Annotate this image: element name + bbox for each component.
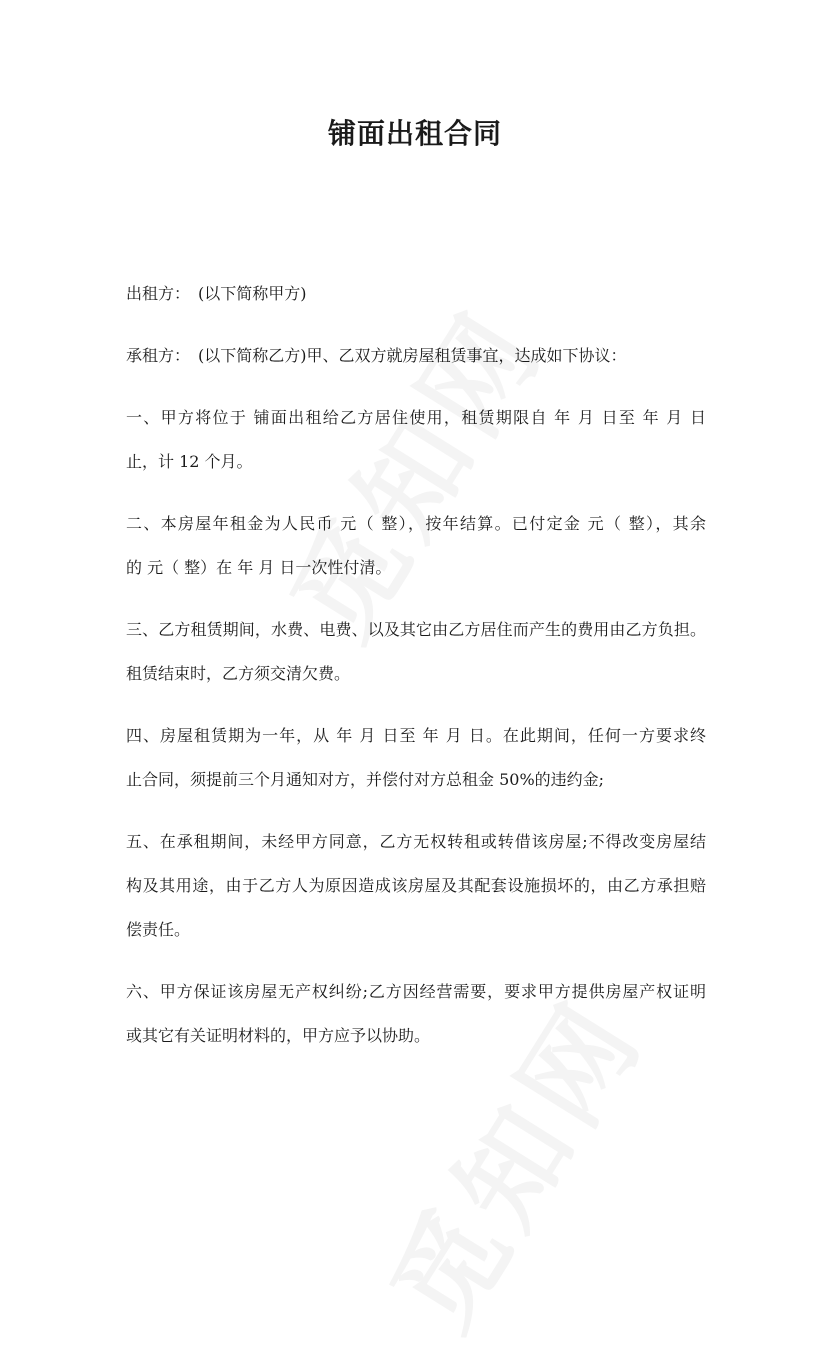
clause-paragraph — [126, 720, 706, 808]
clause-paragraph — [126, 402, 706, 490]
text-line: 五、在承租期间，未经甲方同意，乙方无权转租或转借该房屋;不得改变房屋结 — [126, 832, 706, 851]
text-line: 六、甲方保证该房屋无产权纠纷;乙方因经营需要，要求甲方提供房屋产权证明 — [126, 982, 706, 1001]
text-line: 一、甲方将位于 铺面出租给乙方居住使用，租赁期限自 年 月 日至 年 月 日 — [126, 408, 706, 427]
text-line: 四、房屋租赁期为一年，从 年 月 日至 年 月 日。在此期间，任何一方要求终 — [126, 726, 706, 745]
text-line: 承租方： (以下简称乙方)甲、乙双方就房屋租赁事宜，达成如下协议： — [126, 346, 627, 365]
text-line: 偿责任。 — [126, 920, 191, 939]
clause-paragraph — [126, 508, 706, 596]
text-line: 止合同，须提前三个月通知对方，并偿付对方总租金 50%的违约金; — [126, 770, 605, 789]
clause-paragraph — [126, 614, 706, 702]
clause-paragraph — [126, 976, 706, 1064]
clause-paragraph — [126, 278, 706, 322]
text-line: 的 元（ 整）在 年 月 日一次性付清。 — [126, 558, 392, 577]
text-line: 或其它有关证明材料的，甲方应予以协助。 — [126, 1026, 431, 1045]
text-line: 止，计 12 个月。 — [126, 452, 253, 471]
text-line: 租赁结束时，乙方须交清欠费。 — [126, 664, 351, 683]
document-title: 铺面出租合同 — [327, 117, 502, 150]
text-line: 构及其用途，由于乙方人为原因造成该房屋及其配套设施损坏的，由乙方承担赔 — [126, 876, 706, 895]
document-body — [126, 278, 706, 1082]
text-line: 出租方： (以下简称甲方) — [126, 284, 307, 303]
clause-paragraph — [126, 826, 706, 958]
text-line: 二、本房屋年租金为人民币 元（ 整），按年结算。已付定金 元（ 整），其余 — [126, 514, 706, 533]
clause-paragraph — [126, 340, 706, 384]
text-line: 三、乙方租赁期间，水费、电费、以及其它由乙方居住而产生的费用由乙方负担。 — [126, 620, 706, 639]
